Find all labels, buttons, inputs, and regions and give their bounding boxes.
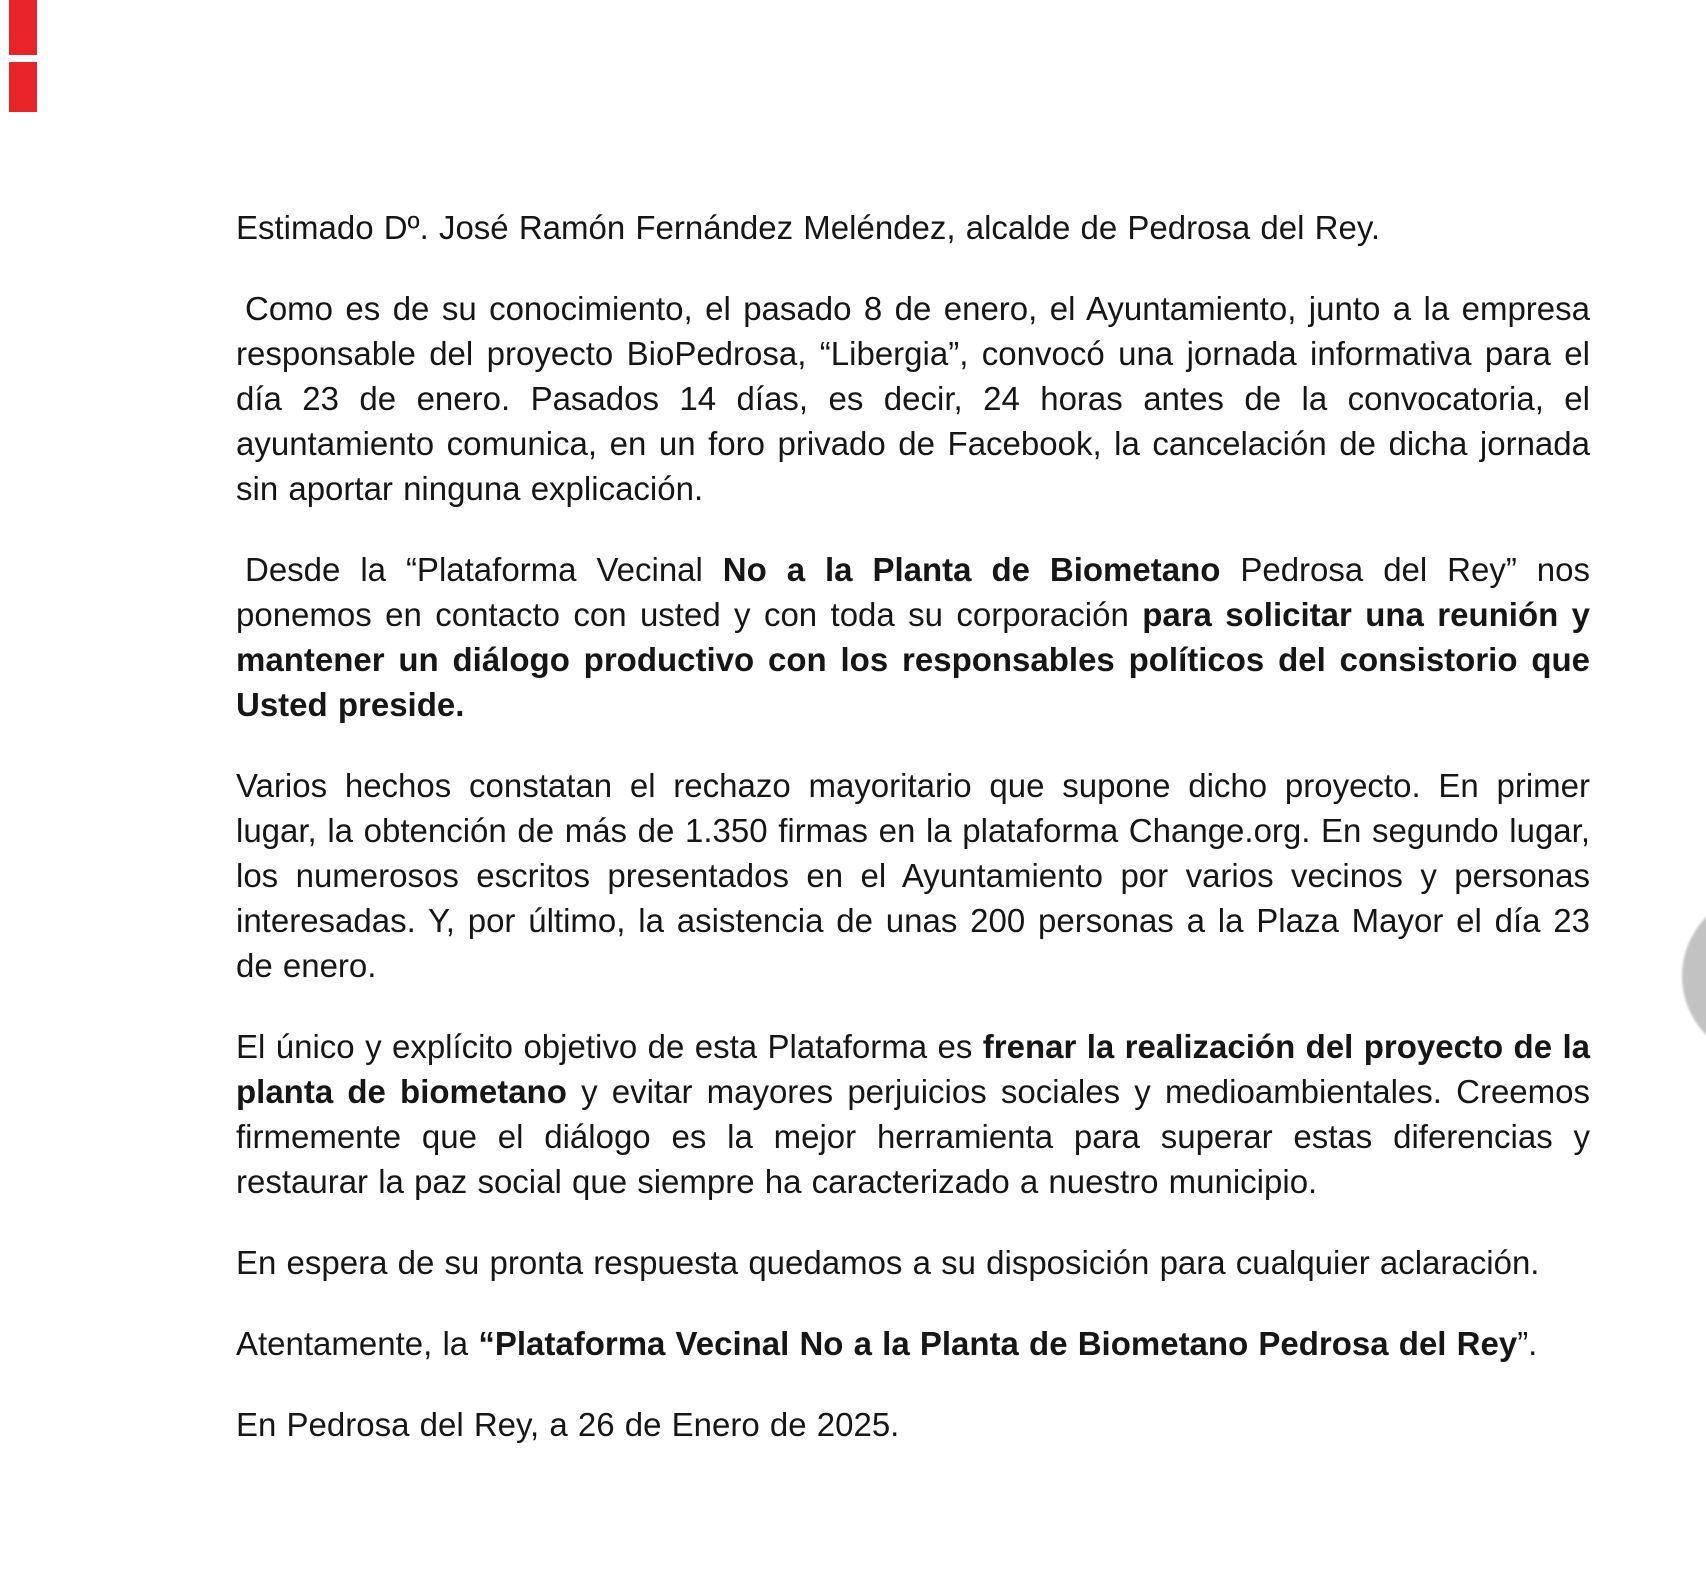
paragraph	[236, 1402, 1590, 1447]
text-run-bold: para solicitar una reunión y mantener un diálogo productivo con los responsables políticos del consistorio que Usted preside.	[236, 596, 1590, 723]
text-run: Estimado Dº. José Ramón Fernández Meléndez, alcalde de Pedrosa del Rey.	[236, 209, 1381, 246]
paragraph	[236, 286, 1590, 511]
text-run-bold: frenar la realización del proyecto de la planta de biometano	[236, 1028, 1590, 1110]
text-run-bold: No a la Planta de Biometano	[722, 551, 1221, 588]
paragraph	[236, 205, 1590, 250]
text-run: y evitar mayores perjuicios sociales y medioambientales. Creemos firmemente que el diálogo es la mejor herramienta para superar estas diferencias y restaurar la paz social que siempre ha caracterizado a nuestro municipio.	[236, 1073, 1590, 1200]
text-run: En Pedrosa del Rey, a 26 de Enero de 2025.	[236, 1406, 900, 1443]
paragraph	[236, 547, 1590, 727]
text-run: En espera de su pronta respuesta quedamos a su disposición para cualquier aclaración.	[236, 1244, 1540, 1281]
red-marker-top	[9, 0, 37, 55]
letter-body	[236, 205, 1590, 1483]
text-run: Pedrosa del Rey” nos ponemos en contacto con usted y con toda su corporación	[236, 551, 1590, 633]
red-marker-bottom	[9, 62, 37, 112]
floating-circle[interactable]	[1682, 892, 1706, 1060]
text-run: Atentamente, la	[236, 1325, 479, 1362]
paragraph	[236, 1240, 1590, 1285]
text-run: Varios hechos constatan el rechazo mayoritario que supone dicho proyecto. En primer lugar, la obtención de más de 1.350 firmas en la plataforma Change.org. En segundo lugar, los numerosos escritos presentados en el Ayuntamiento por varios vecinos y personas interesadas. Y, por último, la asistencia de unas 200 personas a la Plaza Mayor el día 23 de enero.	[236, 767, 1590, 984]
paragraph	[236, 763, 1590, 988]
paragraph	[236, 1024, 1590, 1204]
text-run: ”.	[1517, 1325, 1538, 1362]
text-run: Como es de su conocimiento, el pasado 8 de enero, el Ayuntamiento, junto a la empresa responsable del proyecto BioPedrosa, “Libergia”, convocó una jornada informativa para el día 23 de enero. Pasados 14 días, es decir, 24 horas antes de la convocatoria, el ayuntamiento comunica, en un foro privado de Facebook, la cancelación de dicha jornada sin aportar ninguna explicación.	[236, 290, 1590, 507]
text-run: Desde la “Plataforma Vecinal	[245, 551, 723, 588]
text-run: El único y explícito objetivo de esta Plataforma es	[236, 1028, 983, 1065]
text-run-bold: “Plataforma Vecinal No a la Planta de Biometano Pedrosa del Rey	[478, 1325, 1518, 1362]
paragraph	[236, 1321, 1590, 1366]
